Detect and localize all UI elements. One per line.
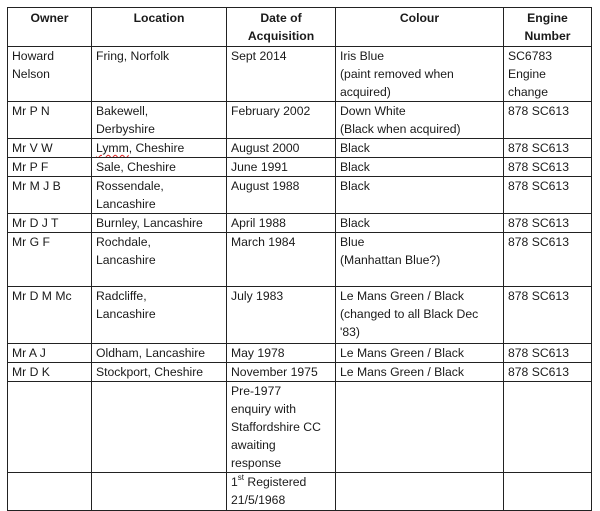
engine-cell: 878 SC613 — [504, 363, 592, 382]
table-row — [8, 344, 592, 363]
header-date: Date of Acquisition — [227, 8, 336, 47]
engine-cell: SC6783 Engine change — [504, 47, 592, 102]
owner-cell: Mr V W — [8, 139, 92, 158]
colour-cell: Le Mans Green / Black — [336, 344, 504, 363]
table-row — [8, 363, 592, 382]
colour-cell — [336, 473, 504, 511]
colour-cell — [336, 382, 504, 473]
location-cell: Stockport, Cheshire — [92, 363, 227, 382]
location-cell: Rossendale, Lancashire — [92, 177, 227, 214]
engine-cell: 878 SC613 — [504, 158, 592, 177]
date-cell: June 1991 — [227, 158, 336, 177]
header-owner: Owner — [8, 8, 92, 47]
date-cell: March 1984 — [227, 233, 336, 287]
owner-cell: Mr P F — [8, 158, 92, 177]
owner-cell: Mr D K — [8, 363, 92, 382]
location-cell: Radcliffe, Lancashire — [92, 287, 227, 344]
table-row — [8, 214, 592, 233]
table-row — [8, 233, 592, 287]
date-cell: 1st Registered 21/5/1968 — [227, 473, 336, 511]
header-engine: Engine Number — [504, 8, 592, 47]
colour-cell: Down White (Black when acquired) — [336, 102, 504, 139]
table-row — [8, 473, 592, 511]
header-location: Location — [92, 8, 227, 47]
engine-cell — [504, 382, 592, 473]
location-cell — [92, 473, 227, 511]
ownership-table — [7, 7, 592, 511]
location-cell: Burnley, Lancashire — [92, 214, 227, 233]
location-cell: Fring, Norfolk — [92, 47, 227, 102]
colour-cell: Black — [336, 177, 504, 214]
colour-cell: Black — [336, 139, 504, 158]
table-row — [8, 102, 592, 139]
engine-cell: 878 SC613 — [504, 139, 592, 158]
engine-cell: 878 SC613 — [504, 214, 592, 233]
owner-cell: Mr D M Mc — [8, 287, 92, 344]
table-row — [8, 158, 592, 177]
owner-cell: Mr G F — [8, 233, 92, 287]
date-cell: November 1975 — [227, 363, 336, 382]
colour-cell: Black — [336, 214, 504, 233]
table-row — [8, 139, 592, 158]
engine-cell: 878 SC613 — [504, 102, 592, 139]
engine-cell: 878 SC613 — [504, 177, 592, 214]
date-cell: April 1988 — [227, 214, 336, 233]
owner-cell: Howard Nelson — [8, 47, 92, 102]
location-cell: Bakewell, Derbyshire — [92, 102, 227, 139]
colour-cell: Black — [336, 158, 504, 177]
date-cell: July 1983 — [227, 287, 336, 344]
engine-cell: 878 SC613 — [504, 344, 592, 363]
colour-cell: Iris Blue (paint removed when acquired) — [336, 47, 504, 102]
date-cell: Pre-1977 enquiry with Staffordshire CC awaiting response — [227, 382, 336, 473]
date-cell: May 1978 — [227, 344, 336, 363]
date-cell: February 2002 — [227, 102, 336, 139]
colour-cell: Blue (Manhattan Blue?) — [336, 233, 504, 287]
location-cell: Rochdale, Lancashire — [92, 233, 227, 287]
owner-cell — [8, 382, 92, 473]
misspelling-underline: Lymm — [96, 141, 129, 155]
owner-cell — [8, 473, 92, 511]
date-cell: August 2000 — [227, 139, 336, 158]
location-cell: Sale, Cheshire — [92, 158, 227, 177]
engine-cell: 878 SC613 — [504, 233, 592, 287]
header-row — [8, 8, 592, 47]
engine-cell: 878 SC613 — [504, 287, 592, 344]
date-cell: August 1988 — [227, 177, 336, 214]
date-cell: Sept 2014 — [227, 47, 336, 102]
location-cell — [92, 382, 227, 473]
owner-cell: Mr M J B — [8, 177, 92, 214]
colour-cell: Le Mans Green / Black — [336, 363, 504, 382]
table-row — [8, 47, 592, 102]
owner-cell: Mr P N — [8, 102, 92, 139]
engine-cell — [504, 473, 592, 511]
location-cell: Oldham, Lancashire — [92, 344, 227, 363]
colour-cell: Le Mans Green / Black (changed to all Black Dec '83) — [336, 287, 504, 344]
owner-cell: Mr A J — [8, 344, 92, 363]
location-cell: Lymm, Cheshire — [92, 139, 227, 158]
table-row — [8, 287, 592, 344]
header-colour: Colour — [336, 8, 504, 47]
table-row — [8, 382, 592, 473]
owner-cell: Mr D J T — [8, 214, 92, 233]
table-row — [8, 177, 592, 214]
